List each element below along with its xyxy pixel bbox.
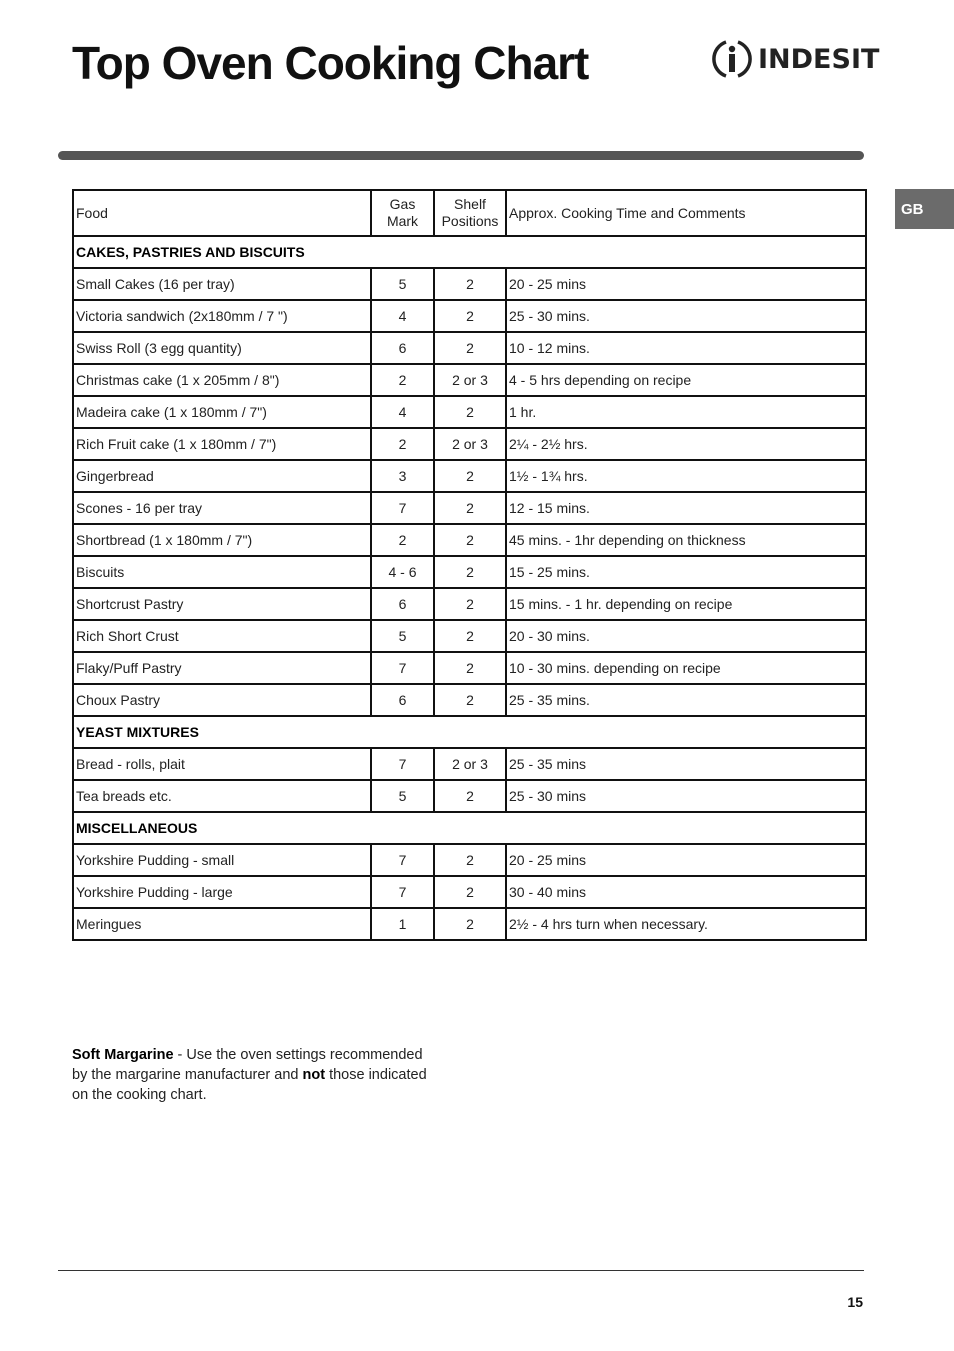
table-row [73, 332, 866, 364]
brand-wordmark: INDESIT [758, 43, 880, 75]
food-cell: Rich Short Crust [73, 620, 371, 652]
cooking-time-cell: 25 - 30 mins [506, 780, 866, 812]
gas-mark-cell: 4 - 6 [371, 556, 434, 588]
footer-divider [58, 1270, 864, 1271]
cooking-time-cell: 2½ - 4 hrs turn when necessary. [506, 908, 866, 940]
gas-mark-cell: 3 [371, 460, 434, 492]
shelf-position-cell: 2 [434, 268, 506, 300]
shelf-position-cell: 2 [434, 332, 506, 364]
table-row [73, 780, 866, 812]
food-cell: Small Cakes (16 per tray) [73, 268, 371, 300]
table-row [73, 684, 866, 716]
indesit-i-icon [712, 38, 752, 80]
gas-mark-cell: 2 [371, 428, 434, 460]
cooking-time-cell: 15 mins. - 1 hr. depending on recipe [506, 588, 866, 620]
cooking-chart-table [72, 189, 867, 941]
table-header-row [73, 190, 866, 236]
table-row [73, 620, 866, 652]
food-cell: Flaky/Puff Pastry [73, 652, 371, 684]
gas-mark-cell: 7 [371, 876, 434, 908]
shelf-position-cell: 2 [434, 300, 506, 332]
gas-mark-cell: 4 [371, 396, 434, 428]
gas-mark-cell: 7 [371, 492, 434, 524]
language-tab: GB [895, 189, 954, 229]
gas-mark-cell: 6 [371, 588, 434, 620]
header-food: Food [73, 190, 371, 236]
table-row [73, 588, 866, 620]
table-row [73, 300, 866, 332]
food-cell: Madeira cake (1 x 180mm / 7") [73, 396, 371, 428]
header-gas-mark [371, 190, 434, 236]
note-lead: Soft Margarine [72, 1047, 174, 1063]
header-gas-line2: Mark [386, 213, 419, 229]
table-row [73, 556, 866, 588]
gas-mark-cell: 1 [371, 908, 434, 940]
food-cell: Tea breads etc. [73, 780, 371, 812]
table-row [73, 652, 866, 684]
gas-mark-cell: 2 [371, 524, 434, 556]
shelf-position-cell: 2 [434, 780, 506, 812]
gas-mark-cell: 5 [371, 780, 434, 812]
shelf-position-cell: 2 [434, 524, 506, 556]
table-row [73, 460, 866, 492]
cooking-time-cell: 2¼ - 2½ hrs. [506, 428, 866, 460]
food-cell: Yorkshire Pudding - large [73, 876, 371, 908]
section-title: MISCELLANEOUS [73, 812, 866, 844]
shelf-position-cell: 2 [434, 844, 506, 876]
gas-mark-cell: 7 [371, 652, 434, 684]
section-row [73, 716, 866, 748]
shelf-position-cell: 2 [434, 908, 506, 940]
shelf-position-cell: 2 [434, 396, 506, 428]
table-row [73, 396, 866, 428]
gas-mark-cell: 7 [371, 748, 434, 780]
shelf-position-cell: 2 [434, 684, 506, 716]
header-shelf-positions [434, 190, 506, 236]
soft-margarine-note [72, 1045, 432, 1105]
food-cell: Shortcrust Pastry [73, 588, 371, 620]
food-cell: Christmas cake (1 x 205mm / 8") [73, 364, 371, 396]
cooking-time-cell: 15 - 25 mins. [506, 556, 866, 588]
table-row [73, 268, 866, 300]
cooking-time-cell: 30 - 40 mins [506, 876, 866, 908]
food-cell: Choux Pastry [73, 684, 371, 716]
page-number: 15 [847, 1294, 863, 1310]
gas-mark-cell: 6 [371, 332, 434, 364]
header-shelf-line2: Positions [441, 213, 499, 229]
brand-logo [712, 38, 879, 80]
gas-mark-cell: 5 [371, 620, 434, 652]
cooking-time-cell: 20 - 25 mins [506, 268, 866, 300]
food-cell: Bread - rolls, plait [73, 748, 371, 780]
page-title: Top Oven Cooking Chart [72, 37, 589, 89]
cooking-time-cell: 1 hr. [506, 396, 866, 428]
shelf-position-cell: 2 [434, 492, 506, 524]
shelf-position-cell: 2 [434, 460, 506, 492]
header-divider [58, 151, 864, 160]
food-cell: Yorkshire Pudding - small [73, 844, 371, 876]
table-row [73, 876, 866, 908]
section-row [73, 812, 866, 844]
food-cell: Gingerbread [73, 460, 371, 492]
note-not: not [302, 1067, 326, 1083]
cooking-time-cell: 10 - 12 mins. [506, 332, 866, 364]
food-cell: Scones - 16 per tray [73, 492, 371, 524]
note-text-2: those indicated on the cooking chart. [72, 1067, 427, 1103]
header-shelf-line1: Shelf [454, 196, 486, 212]
food-cell: Shortbread (1 x 180mm / 7") [73, 524, 371, 556]
table-row [73, 364, 866, 396]
table-row [73, 908, 866, 940]
section-title: YEAST MIXTURES [73, 716, 866, 748]
cooking-time-cell: 25 - 30 mins. [506, 300, 866, 332]
gas-mark-cell: 4 [371, 300, 434, 332]
table-row [73, 492, 866, 524]
cooking-time-cell: 4 - 5 hrs depending on recipe [506, 364, 866, 396]
shelf-position-cell: 2 [434, 620, 506, 652]
table-body [73, 236, 866, 940]
gas-mark-cell: 5 [371, 268, 434, 300]
shelf-position-cell: 2 [434, 556, 506, 588]
note-text-1: - Use the oven settings recommended by the margarine manufacturer and [72, 1047, 423, 1083]
food-cell: Swiss Roll (3 egg quantity) [73, 332, 371, 364]
cooking-time-cell: 1½ - 1¾ hrs. [506, 460, 866, 492]
gas-mark-cell: 6 [371, 684, 434, 716]
table-row [73, 748, 866, 780]
table-row [73, 524, 866, 556]
shelf-position-cell: 2 [434, 876, 506, 908]
food-cell: Rich Fruit cake (1 x 180mm / 7") [73, 428, 371, 460]
table-row [73, 428, 866, 460]
shelf-position-cell: 2 or 3 [434, 364, 506, 396]
table-row [73, 844, 866, 876]
header-gas-line1: Gas [389, 196, 416, 212]
cooking-time-cell: 25 - 35 mins [506, 748, 866, 780]
cooking-time-cell: 45 mins. - 1hr depending on thickness [506, 524, 866, 556]
shelf-position-cell: 2 [434, 588, 506, 620]
shelf-position-cell: 2 or 3 [434, 428, 506, 460]
cooking-time-cell: 25 - 35 mins. [506, 684, 866, 716]
food-cell: Victoria sandwich (2x180mm / 7 ") [73, 300, 371, 332]
food-cell: Biscuits [73, 556, 371, 588]
shelf-position-cell: 2 or 3 [434, 748, 506, 780]
gas-mark-cell: 2 [371, 364, 434, 396]
header-comments: Approx. Cooking Time and Comments [506, 190, 866, 236]
shelf-position-cell: 2 [434, 652, 506, 684]
section-title: CAKES, PASTRIES AND BISCUITS [73, 236, 866, 268]
gas-mark-cell: 7 [371, 844, 434, 876]
food-cell: Meringues [73, 908, 371, 940]
cooking-time-cell: 12 - 15 mins. [506, 492, 866, 524]
cooking-time-cell: 20 - 30 mins. [506, 620, 866, 652]
cooking-time-cell: 10 - 30 mins. depending on recipe [506, 652, 866, 684]
section-row [73, 236, 866, 268]
cooking-time-cell: 20 - 25 mins [506, 844, 866, 876]
